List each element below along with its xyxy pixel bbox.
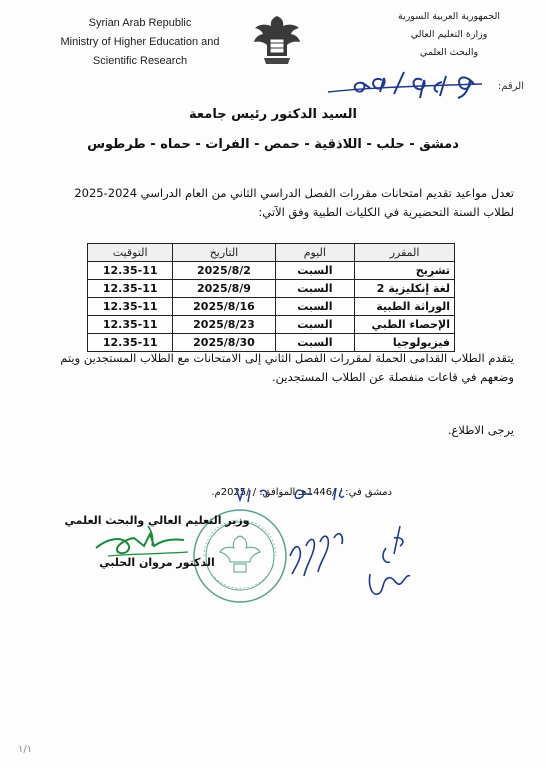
header-subject: المقرر <box>355 244 455 262</box>
cell-time: 12.35-11 <box>88 316 173 334</box>
cell-day: السبت <box>275 262 355 280</box>
letterhead-arabic-line: الجمهورية العربية السورية <box>397 11 500 22</box>
handwritten-annotation <box>280 516 360 596</box>
letterhead-english <box>40 14 240 71</box>
cell-day: السبت <box>275 316 355 334</box>
cell-time: 12.35-11 <box>88 262 173 280</box>
handwritten-date <box>160 482 392 508</box>
dateline-text: دمشق في: / /1446هـ الموافق: / /2025م. <box>211 487 392 498</box>
header-date: التاريخ <box>173 244 275 262</box>
cell-subject: لغة إنكليزية 2 <box>355 280 455 298</box>
cell-day: السبت <box>275 334 355 352</box>
cell-time: 12.35-11 <box>88 298 173 316</box>
table-row <box>88 280 455 298</box>
signatory-name: الدكتور مروان الحلبي <box>99 556 215 569</box>
page-number: ١/١ <box>18 744 33 755</box>
reference-label: الرقم: <box>497 81 524 92</box>
table-header-row <box>88 244 455 262</box>
header-time: التوقيت <box>88 244 173 262</box>
table-row <box>88 298 455 316</box>
cell-date: 2025/8/9 <box>173 280 275 298</box>
addressee-title: السيد الدكتور رئيس جامعة <box>189 107 357 122</box>
paragraph-line: يتقدم الطلاب القدامى الحملة لمقررات الفصل الثاني إلى الامتحانات مع الطلاب المستجدين ويتم <box>60 351 514 365</box>
handwritten-reference-number <box>324 62 484 102</box>
cell-date: 2025/8/2 <box>173 262 275 280</box>
cell-time: 12.35-11 <box>88 280 173 298</box>
paragraph-line: وضعهم في قاعات منفصلة عن الطلاب المستجدين. <box>271 370 514 384</box>
eagle-emblem-icon <box>250 12 304 70</box>
header-day: اليوم <box>275 244 355 262</box>
cell-subject: فيزيولوجيا <box>355 334 455 352</box>
dateline <box>160 482 392 508</box>
addressee-universities: دمشق - حلب - اللاذقية - حمص - الفرات - حماه - طرطوس <box>87 137 459 152</box>
letterhead-english-line: Ministry of Higher Education and <box>60 36 220 48</box>
letterhead-english-line: Syrian Arab Republic <box>88 17 192 29</box>
exam-schedule-table <box>87 243 455 352</box>
letterhead-english-line: Scientific Research <box>92 55 188 67</box>
returning-students-paragraph <box>34 349 514 387</box>
letterhead-arabic-line: والبحث العلمي <box>419 47 479 58</box>
closing-line: يرجى الاطلاع. <box>447 423 514 437</box>
cell-subject: الوراثة الطبية <box>355 298 455 316</box>
handwritten-annotation <box>360 520 420 620</box>
paragraph-line: تعدل مواعيد تقديم امتحانات مقررات الفصل الدراسي الثاني من العام الدراسي 2024-2025 <box>74 186 514 200</box>
cell-time: 12.35-11 <box>88 334 173 352</box>
letterhead-arabic <box>374 8 524 62</box>
cell-day: السبت <box>275 280 355 298</box>
cell-date: 2025/8/23 <box>173 316 275 334</box>
table-row <box>88 262 455 280</box>
paragraph-line: لطلاب السنة التحضيرية في الكليات الطبية وفق الآتي: <box>258 205 514 219</box>
letterhead-arabic-line: وزارة التعليم العالي <box>410 29 488 40</box>
intro-paragraph <box>34 184 514 222</box>
table-row <box>88 316 455 334</box>
signatory-title: وزير التعليم العالي والبحث العلمي <box>64 514 250 527</box>
cell-date: 2025/8/30 <box>173 334 275 352</box>
cell-subject: تشريح <box>355 262 455 280</box>
cell-date: 2025/8/16 <box>173 298 275 316</box>
cell-subject: الإحصاء الطبي <box>355 316 455 334</box>
cell-day: السبت <box>275 298 355 316</box>
